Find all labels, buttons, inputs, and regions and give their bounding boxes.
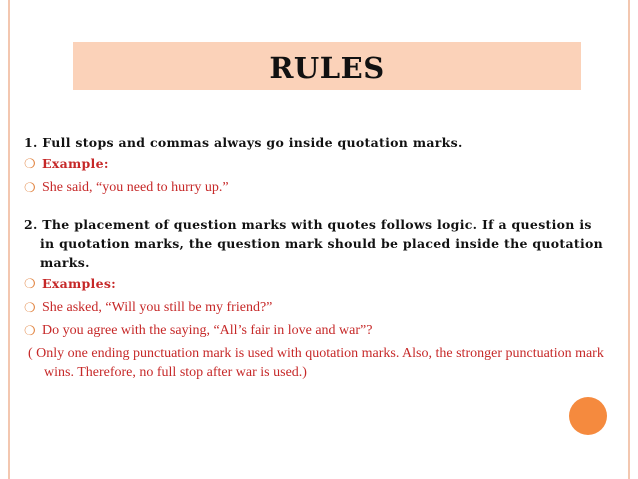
example-text: She said, “you need to hurry up.” — [42, 180, 229, 195]
rule2-heading: 2. The placement of question marks with quotes follows logic. If a question is in quotation marks, the question mark should be placed inside the quotation marks. — [24, 217, 604, 270]
bullet-icon: ❍ — [24, 323, 36, 338]
left-border-line — [8, 0, 10, 479]
rule2-example1-item — [24, 298, 606, 317]
example2-text: Do you agree with the saying, “All’s fair in love and war”? — [42, 323, 373, 338]
rule2-examples-label-item — [24, 274, 606, 294]
examples-label: Examples: — [42, 276, 117, 291]
title-bar — [73, 42, 581, 90]
page-title: RULES — [269, 51, 385, 85]
decorative-circle — [569, 397, 607, 435]
bullet-icon: ❍ — [24, 300, 36, 315]
example-label: Example: — [42, 156, 109, 171]
rule2-note: ( Only one ending punctuation mark is used with quotation marks. Also, the stronger punctuation mark wins. Therefore, no full stop after war is used.) — [28, 346, 604, 380]
bullet-icon: ❍ — [24, 276, 36, 291]
rule1-heading: 1. Full stops and commas always go inside quotation marks. — [24, 135, 463, 150]
rule2-example2-item — [24, 321, 606, 340]
rule1-example-label-item — [24, 154, 606, 174]
bullet-icon: ❍ — [24, 180, 36, 195]
bullet-icon: ❍ — [24, 156, 36, 171]
example1-text: She asked, “Will you still be my friend?” — [42, 300, 273, 315]
slide-content — [24, 133, 606, 382]
rule1-example-item — [24, 178, 606, 197]
right-border-line — [628, 0, 630, 479]
